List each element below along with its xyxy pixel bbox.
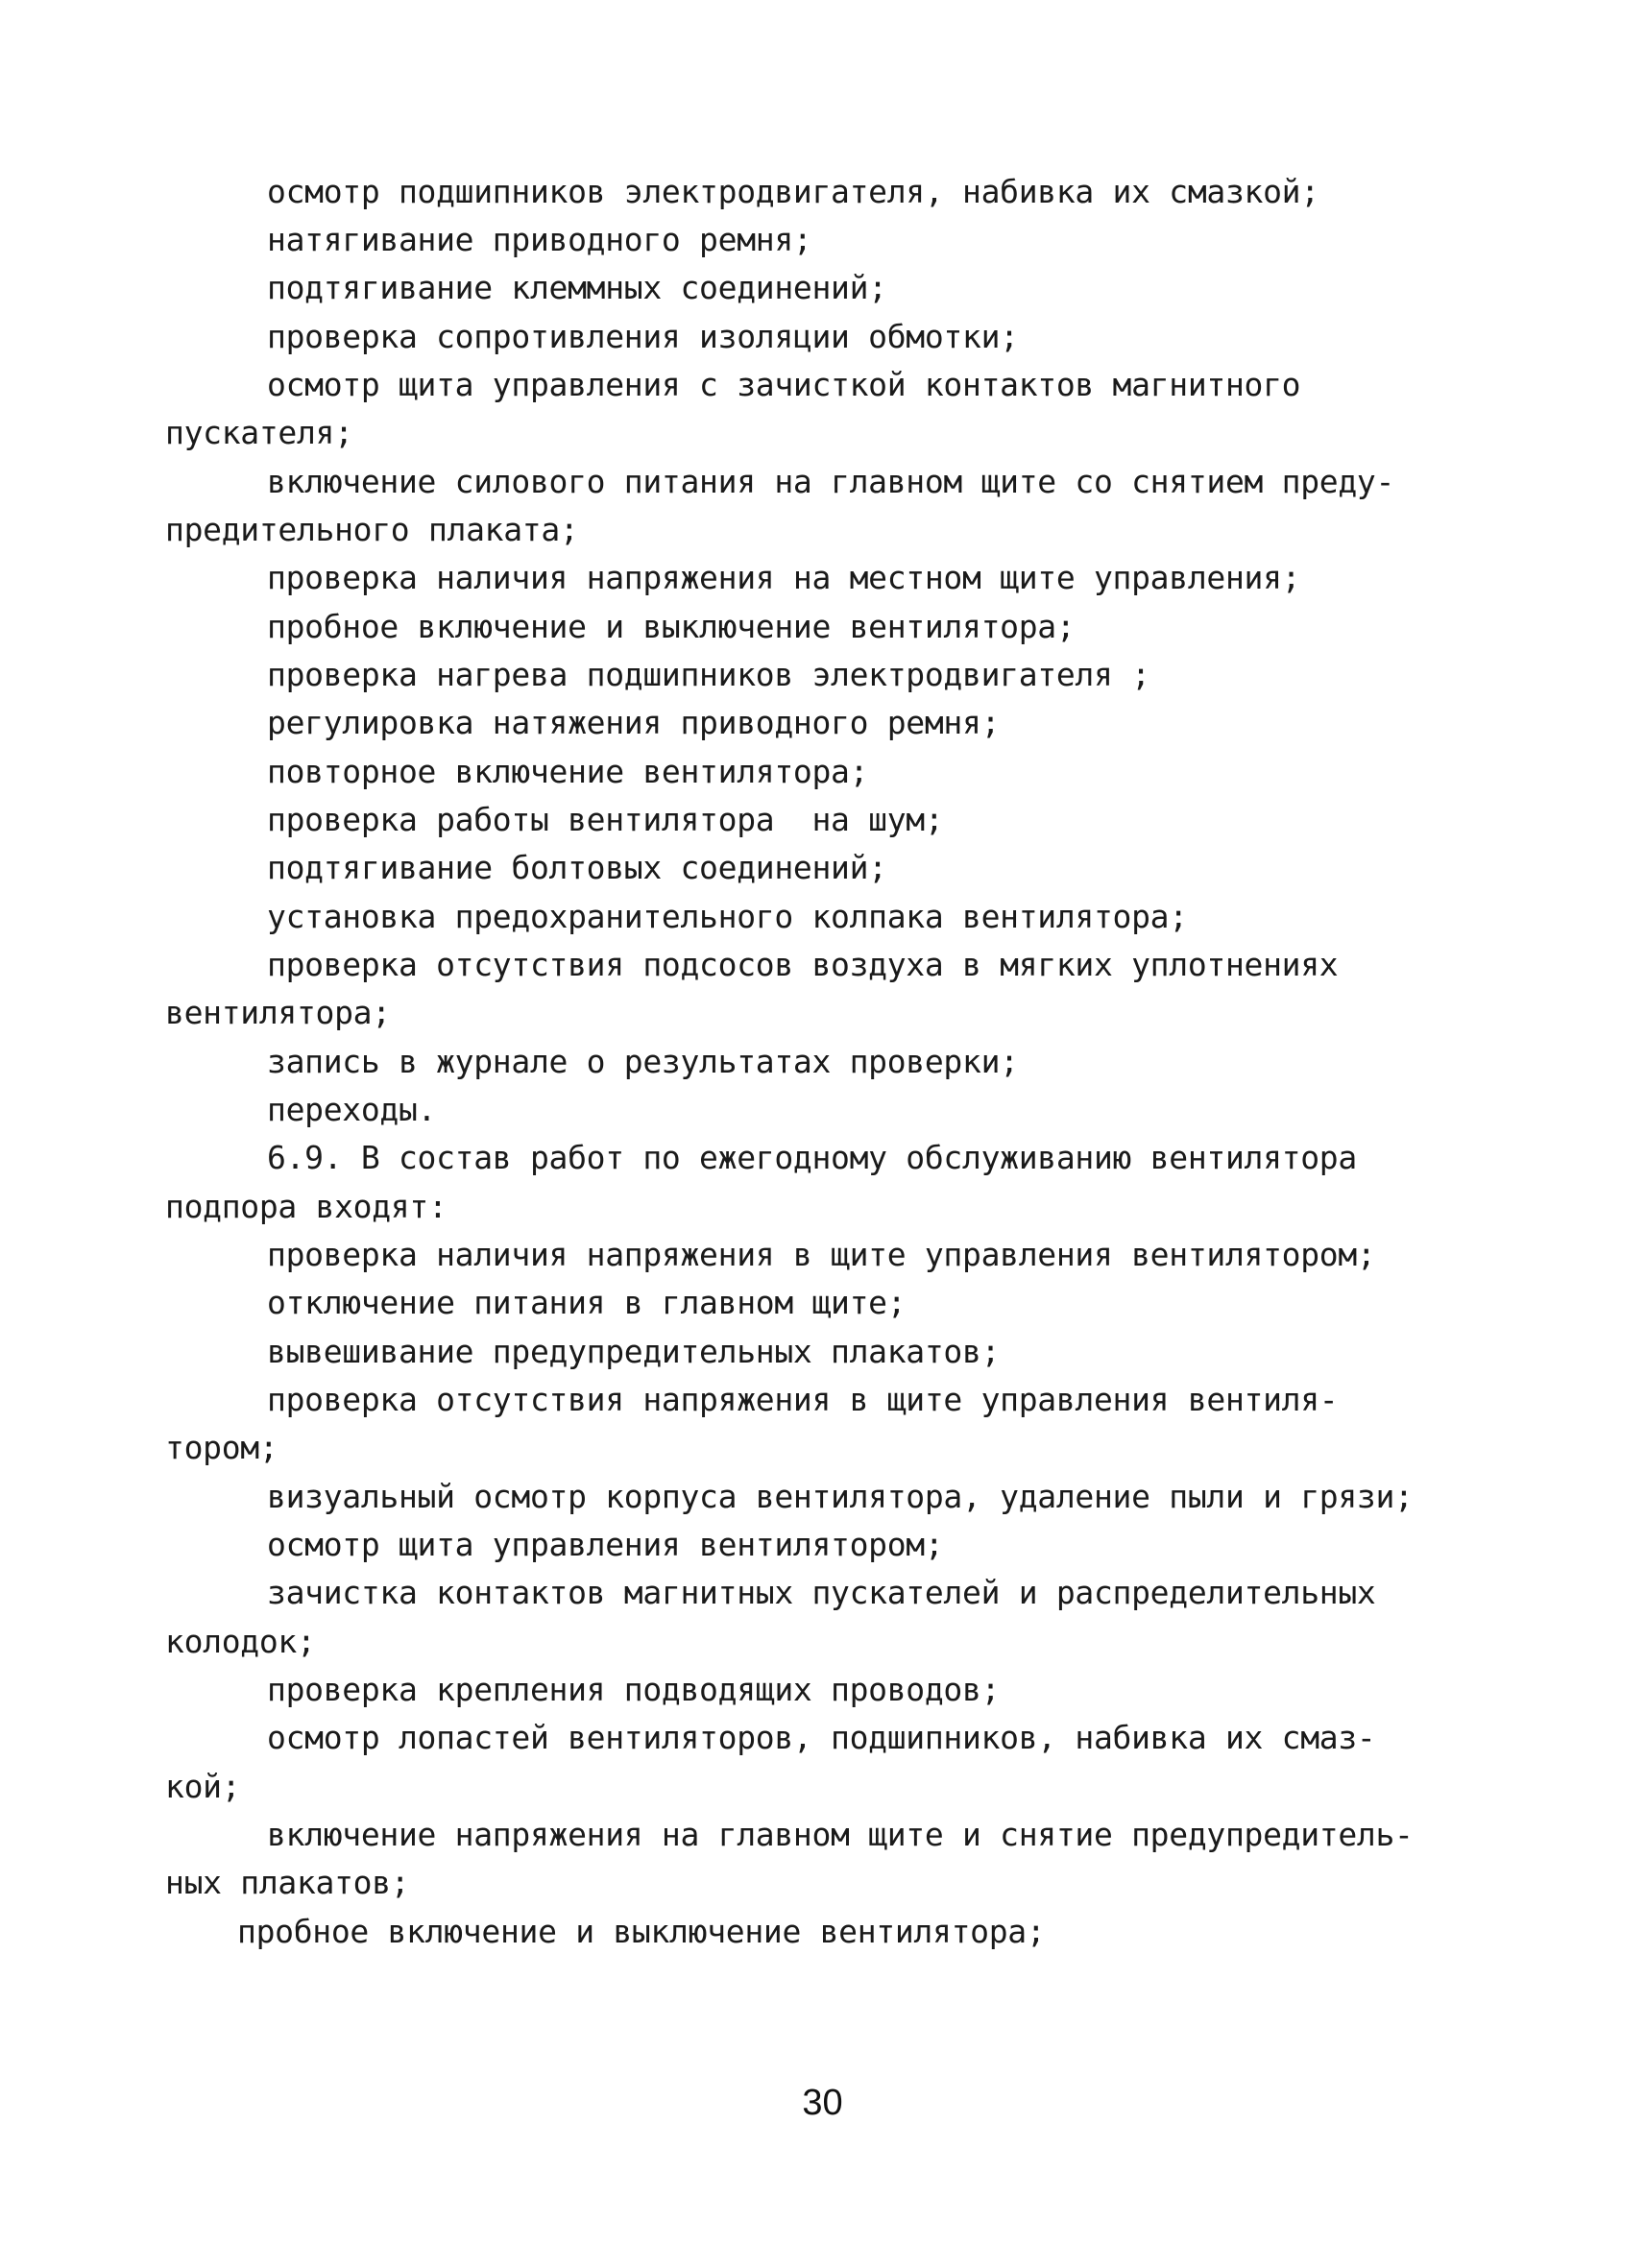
text-line: проверка наличия напряжения на местном щите управления; [267,559,1301,596]
text-line: осмотр лопастей вентиляторов, подшипников, набивка их смаз- [267,1719,1376,1756]
text-line: осмотр щита управления с зачисткой контактов магнитного [267,366,1301,403]
text-line: проверка работы вентилятора на шум; [267,801,944,838]
text-line: проверка отсутствия подсосов воздуха в мягких уплотнениях [267,946,1339,983]
text-line: подпора входят: [165,1188,448,1225]
text-line: включение напряжения на главном щите и снятие предупредитель- [267,1816,1414,1853]
text-line: подтягивание клеммных соединений; [267,269,887,306]
text-line: визуальный осмотр корпуса вентилятора, удаление пыли и грязи; [267,1478,1414,1515]
text-line: пробное включение и выключение вентилятора; [237,1913,1046,1950]
text-line: ных плакатов; [165,1864,410,1901]
text-line: кой; [165,1768,241,1805]
text-line: проверка наличия напряжения в щите управления вентилятором; [267,1236,1376,1273]
text-line: проверка отсутствия напряжения в щите управления вентиля- [267,1381,1339,1418]
text-line: тором; [165,1429,278,1466]
text-line: пускателя; [165,414,353,451]
text-line: включение силового питания на главном щите со снятием преду- [267,463,1395,500]
text-line: осмотр щита управления вентилятором; [267,1526,944,1563]
text-line: зачистка контактов магнитных пускателей и распределительных [267,1574,1376,1611]
text-line: вентилятора; [165,994,391,1031]
text-line: установка предохранительного колпака вентилятора; [267,898,1188,935]
text-line: повторное включение вентилятора; [267,753,869,790]
text-line: отключение питания в главном щите; [267,1284,907,1321]
text-line: осмотр подшипников электродвигателя, набивка их смазкой; [267,173,1319,210]
text-line: регулировка натяжения приводного ремня; [267,704,1001,741]
text-line: проверка сопротивления изоляции обмотки; [267,318,1019,355]
text-line: предительного плаката; [165,511,579,548]
text-line: подтягивание болтовых соединений; [267,849,887,886]
page-number: 30 [802,2083,843,2123]
text-line: пробное включение и выключение вентилятора; [267,608,1076,645]
text-line: проверка нагрева подшипников электродвигателя ; [267,656,1150,693]
text-line: вывешивание предупредительных плакатов; [267,1333,1001,1370]
text-line: колодок; [165,1623,316,1660]
text-line: натягивание приводного ремня; [267,221,812,258]
text-line: переходы. [267,1091,437,1128]
text-line: 6.9. В состав работ по ежегодному обслуживанию вентилятора [267,1139,1357,1176]
text-line: проверка крепления подводящих проводов; [267,1671,1001,1708]
text-line: запись в журнале о результатах проверки; [267,1043,1019,1080]
